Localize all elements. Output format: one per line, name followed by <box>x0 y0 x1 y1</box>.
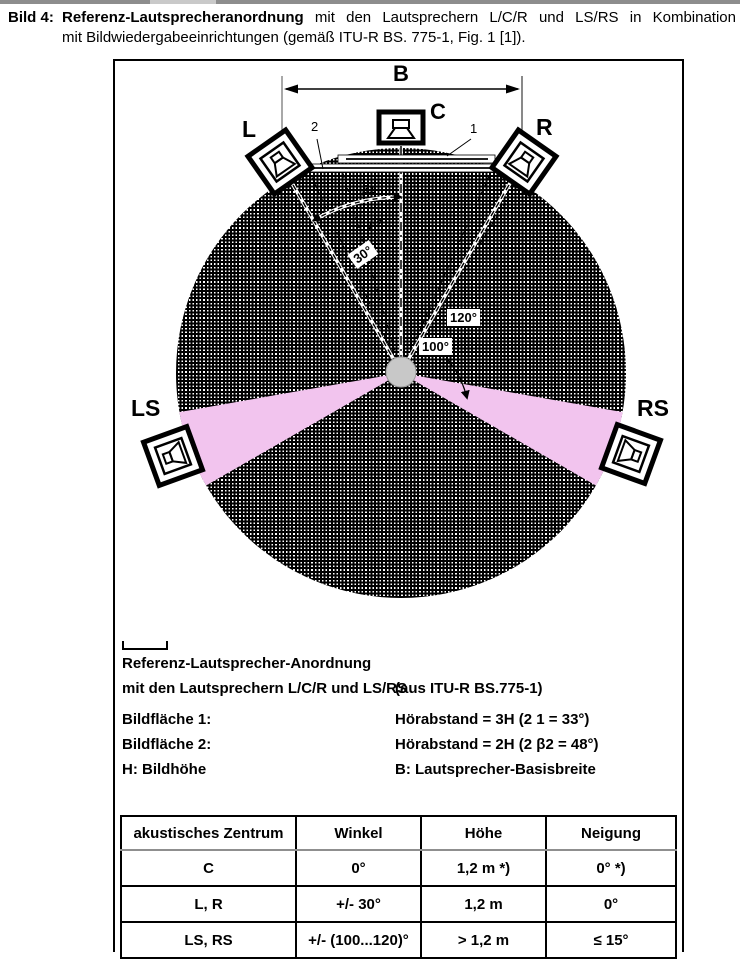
label-base-width: B <box>393 61 409 86</box>
label-angle-120: 120° <box>447 309 480 326</box>
label-beta-1: β1 <box>362 184 375 196</box>
cell: LS, RS <box>121 922 296 958</box>
label-left-surround: LS <box>131 395 161 421</box>
surround-sector-right <box>401 373 623 486</box>
screen-1 <box>338 155 495 163</box>
legend-value: B: Lautsprecher-Basisbreite <box>395 761 596 778</box>
speaker-icon-c <box>379 112 423 143</box>
label-beta-2: β2 <box>369 218 382 230</box>
front-angle-arc <box>314 197 402 220</box>
col-header-hoehe: Höhe <box>421 816 546 850</box>
col-header-winkel: Winkel <box>296 816 421 850</box>
label-screen-1: 1 <box>470 121 478 136</box>
cell: 1,2 m <box>421 886 546 922</box>
cell: L, R <box>121 886 296 922</box>
cell: 0° *) <box>546 850 676 886</box>
figure-number: Bild 4: <box>8 9 54 26</box>
legend-title-line2: mit den Lautsprechern L/C/R und LS/RS <box>122 680 408 697</box>
legend-term: H: Bildhöhe <box>122 761 207 778</box>
caption-line-2: mit Bildwiedergabeeinrichtungen (gemäß ITU-R BS. 775-1, Fig. 1 [1]). <box>62 29 526 46</box>
surround-sector-left <box>179 373 401 486</box>
cell: +/- 30° <box>296 886 421 922</box>
legend-value: Hörabstand = 2H (2 β2 = 48°) <box>395 736 599 753</box>
label-center-speaker: C <box>430 99 446 124</box>
label-angle-100: 100° <box>419 338 452 355</box>
cell: > 1,2 m <box>421 922 546 958</box>
cell: +/- (100...120)° <box>296 922 421 958</box>
col-header-zentrum: akustisches Zentrum <box>121 816 296 850</box>
cell: 0° <box>546 886 676 922</box>
cell: ≤ 15° <box>546 922 676 958</box>
legend-title-line1: Referenz-Lautsprecher-Anordnung <box>122 655 372 672</box>
cell: 0° <box>296 850 421 886</box>
label-angle-30: 30° <box>347 240 378 269</box>
legend-title <box>122 654 667 704</box>
label-left-speaker: L <box>242 116 257 142</box>
cell: 1,2 m *) <box>421 850 546 886</box>
label-right-speaker: R <box>536 114 553 140</box>
caption-line-1: Referenz-Lautsprecheranordnung mit den Lautsprechern L/C/R und LS/RS in Kombination <box>62 9 736 26</box>
speaker-icon-l <box>248 130 312 194</box>
table-header-row <box>121 816 676 850</box>
legend-definitions <box>122 710 667 785</box>
listener-position <box>386 357 416 387</box>
col-header-neigung: Neigung <box>546 816 676 850</box>
label-right-surround: RS <box>637 395 669 421</box>
legend-value: Hörabstand = 3H (2 1 = 33°) <box>395 711 590 728</box>
table-row <box>121 850 676 886</box>
label-screen-2: 2 <box>311 119 319 134</box>
table-row <box>121 886 676 922</box>
legend-term: Bildfläche 2: <box>122 736 212 753</box>
legend-title-source: (aus ITU-R BS.775-1) <box>395 680 543 697</box>
speaker-spec-table <box>120 815 677 959</box>
cell: C <box>121 850 296 886</box>
table-row <box>121 922 676 958</box>
legend-bracket-mark <box>122 641 168 650</box>
legend-term: Bildfläche 1: <box>122 711 212 728</box>
